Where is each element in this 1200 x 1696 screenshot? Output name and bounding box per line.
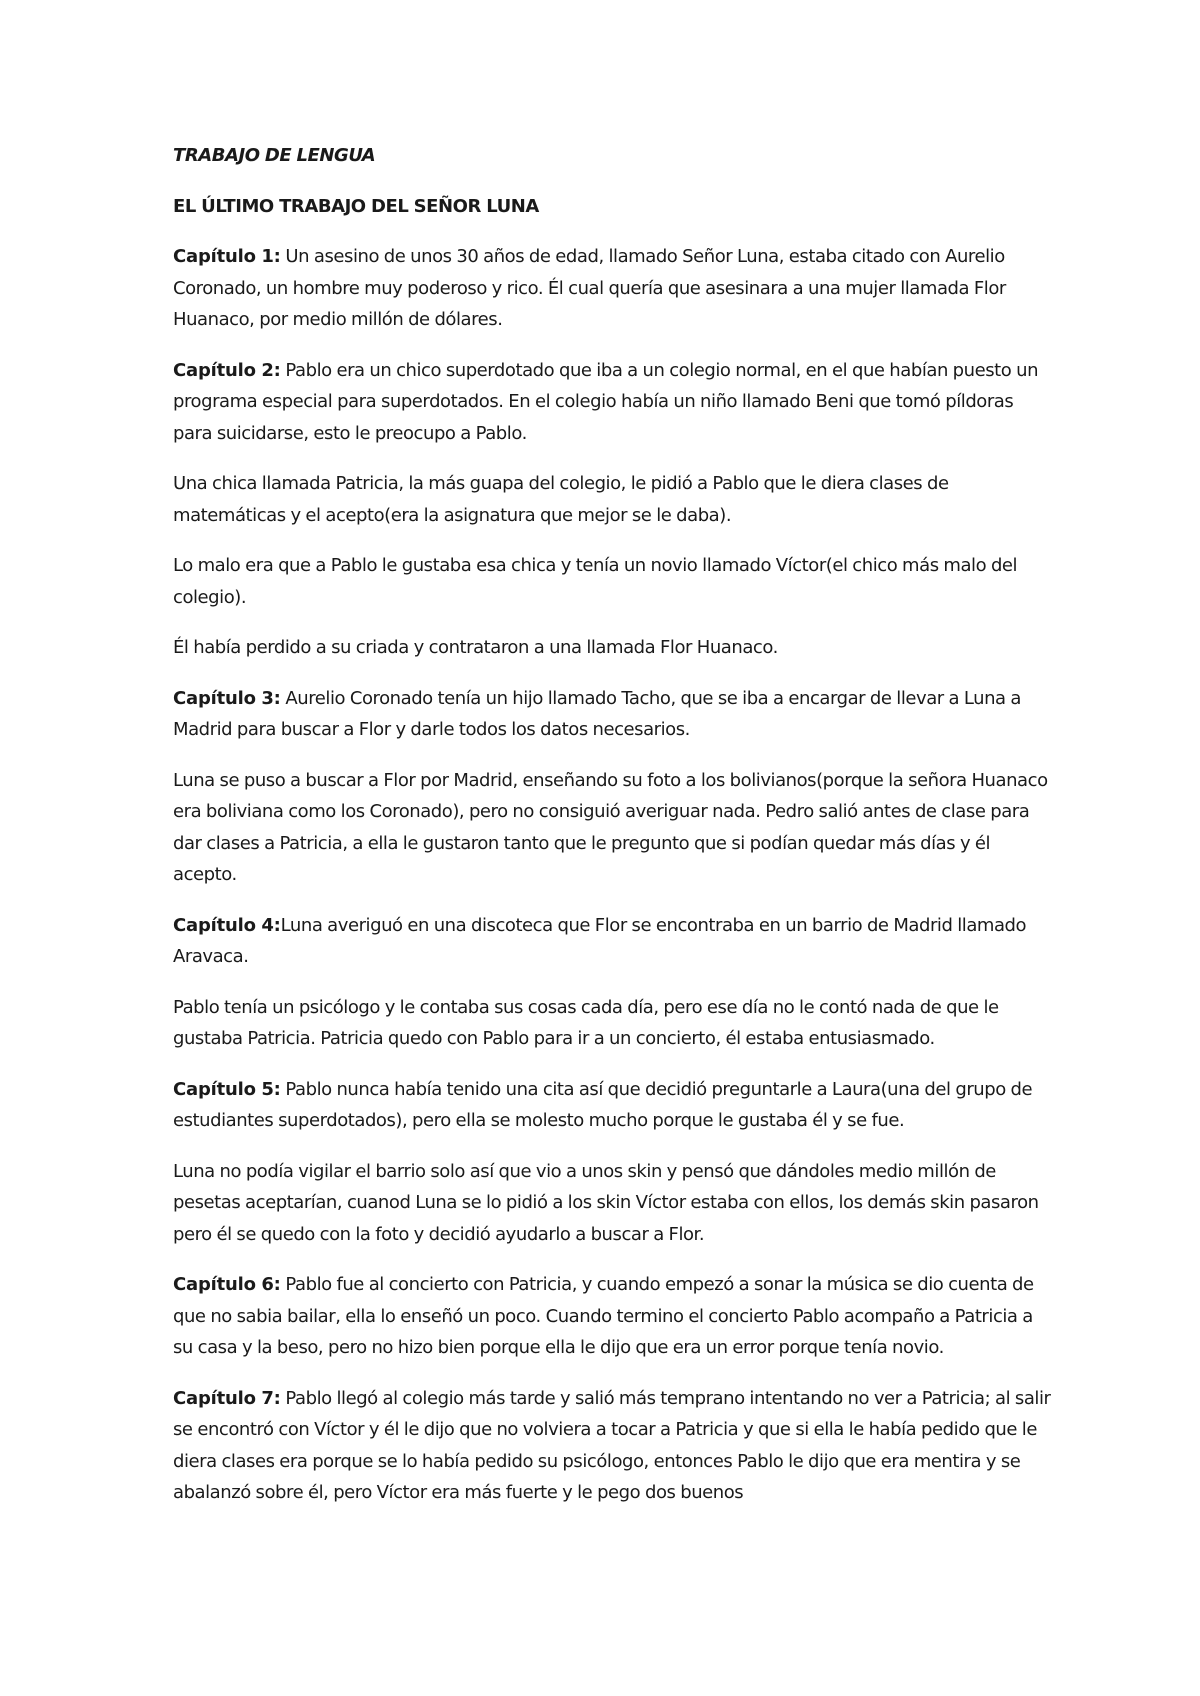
paragraph: [173, 1074, 1053, 1137]
paragraph: [173, 992, 1053, 1055]
paragraph: [173, 550, 1053, 613]
chapter-label: Capítulo 3:: [173, 687, 281, 709]
paragraph: [173, 468, 1053, 531]
paragraph-text: Pablo llegó al colegio más tarde y salió más temprano intentando no ver a Patricia; al salir se encontró con Víctor y él le dijo que no volviera a tocar a Patricia y que si ella le había pedido que le diera clases era porque se lo había pedido su psicólogo, entonces Pablo le dijo que era mentira y se abalanzó sobre él, pero Víctor era más fuerte y le pego dos buenos: [173, 1387, 1051, 1503]
paragraph: [173, 683, 1053, 746]
paragraph-text: Él había perdido a su criada y contrataron a una llamada Flor Huanaco.: [173, 637, 778, 658]
chapter-label: Capítulo 1:: [173, 246, 281, 267]
paragraph: [173, 1269, 1053, 1364]
paragraph-text: Luna se puso a buscar a Flor por Madrid, enseñando su foto a los bolivianos(porque la señora Huanaco era boliviana como los Coronado), pero no consiguió averiguar nada. Pedro salió antes de clase para dar clases a Patricia, a ella le gustaron tanto que le pregunto que si podían quedar más días y él acepto.: [173, 769, 1048, 885]
paragraph-text: Una chica llamada Patricia, la más guapa del colegio, le pidió a Pablo que le diera clases de matemáticas y el acepto(era la asignatura que mejor se le daba).: [173, 473, 949, 526]
paragraph-text: Aurelio Coronado tenía un hijo llamado Tacho, que se iba a encargar de llevar a Luna a Madrid para buscar a Flor y darle todos los datos necesarios.: [173, 687, 1021, 740]
paragraph-text: Un asesino de unos 30 años de edad, llamado Señor Luna, estaba citado con Aurelio Coronado, un hombre muy poderoso y rico. Él cual quería que asesinara a una mujer llamada Flor Huanaco, por medio millón de dólares.: [173, 246, 1006, 330]
chapter-label: Capítulo 4:: [173, 914, 281, 936]
paragraph: [173, 910, 1053, 973]
paragraph: [173, 1156, 1053, 1251]
paragraph: [173, 355, 1053, 450]
paragraph-text: Pablo era un chico superdotado que iba a un colegio normal, en el que habían puesto un programa especial para superdotados. En el colegio había un niño llamado Beni que tomó píldoras para suicidarse, esto le preocupo a Pablo.: [173, 359, 1039, 444]
paragraph: [173, 765, 1053, 891]
document-body: [173, 140, 1053, 1528]
paragraph: [173, 632, 1053, 664]
paragraph: [173, 241, 1053, 336]
paragraph: [173, 1383, 1053, 1509]
chapter-label: Capítulo 7:: [173, 1387, 281, 1409]
paragraph-text: Pablo tenía un psicólogo y le contaba sus cosas cada día, pero ese día no le contó nada de que le gustaba Patricia. Patricia quedo con Pablo para ir a un concierto, él estaba entusiasmado.: [173, 996, 999, 1049]
document-title: TRABAJO DE LENGUA: [173, 145, 376, 166]
paragraph-text: Pablo nunca había tenido una cita así que decidió preguntarle a Laura(una del grupo de estudiantes superdotados), pero ella se molesto mucho porque le gustaba él y se fue.: [173, 1078, 1033, 1131]
chapter-label: Capítulo 6:: [173, 1274, 281, 1295]
paragraph-text: Lo malo era que a Pablo le gustaba esa chica y tenía un novio llamado Víctor(el chico más malo del colegio).: [173, 555, 1018, 608]
chapter-label: Capítulo 2:: [173, 359, 281, 381]
paragraph-text: Luna averiguó en una discoteca que Flor se encontraba en un barrio de Madrid llamado Aravaca.: [173, 914, 1027, 967]
paragraph-text: Pablo fue al concierto con Patricia, y cuando empezó a sonar la música se dio cuenta de que no sabia bailar, ella lo enseñó un poco. Cuando termino el concierto Pablo acompaño a Patricia a su casa y la beso, pero no hizo bien porque ella le dijo que era un error porque tenía novio.: [173, 1274, 1034, 1358]
chapter-label: Capítulo 5:: [173, 1078, 281, 1100]
document-subtitle: EL ÚLTIMO TRABAJO DEL SEÑOR LUNA: [173, 195, 539, 217]
paragraph-text: Luna no podía vigilar el barrio solo así que vio a unos skin y pensó que dándoles medio millón de pesetas aceptarían, cuanod Luna se lo pidió a los skin Víctor estaba con ellos, los demás skin pasaron pero él se quedo con la foto y decidió ayudarlo a buscar a Flor.: [173, 1160, 1039, 1245]
